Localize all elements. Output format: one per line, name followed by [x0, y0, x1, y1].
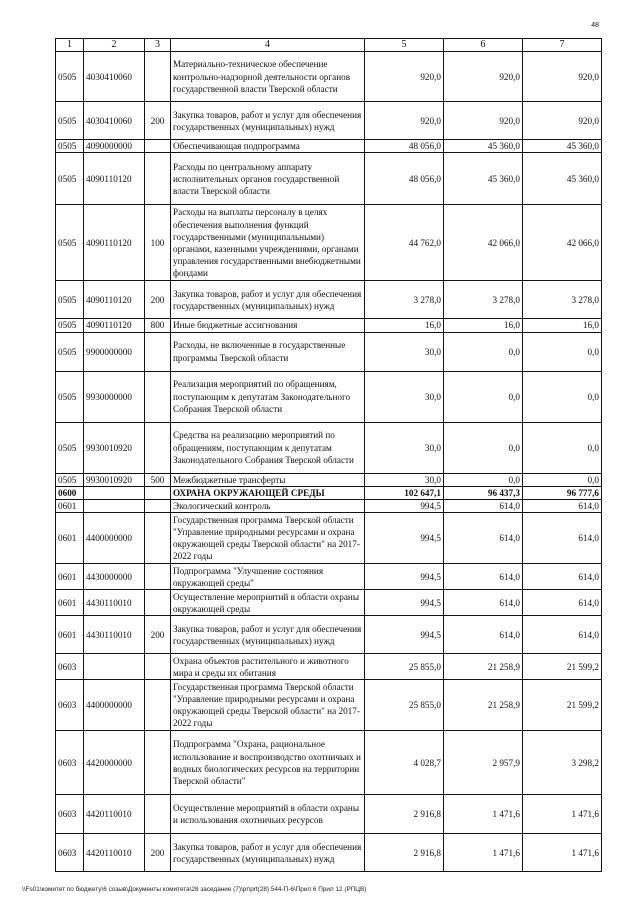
section-code-cell: 0603	[56, 834, 84, 872]
target-article-cell: 4420110010	[84, 795, 145, 834]
item-name-cell: Расходы, не включенные в государственные программы Тверской области	[171, 332, 365, 371]
item-name-cell: Осуществление мероприятий в области охраны и использования охотничьих ресурсов	[171, 795, 365, 834]
target-article-cell: 4420000000	[84, 731, 145, 795]
amount-col6-cell: 45 360,0	[444, 153, 523, 205]
column-header: 2	[84, 39, 145, 52]
amount-col7-cell: 45 360,0	[523, 153, 602, 205]
target-article-cell	[84, 500, 145, 513]
table-body	[56, 52, 602, 872]
expense-type-cell	[145, 371, 171, 422]
expense-type-cell	[145, 422, 171, 473]
amount-col5-cell: 30,0	[365, 371, 444, 422]
section-code-cell: 0505	[56, 473, 84, 486]
section-code-cell: 0601	[56, 590, 84, 616]
amount-col5-cell: 25 855,0	[365, 654, 444, 680]
amount-col5-cell: 3 278,0	[365, 281, 444, 319]
column-header: 1	[56, 39, 84, 52]
target-article-cell: 4400000000	[84, 680, 145, 731]
amount-col5-cell: 994,5	[365, 616, 444, 654]
expense-type-cell: 200	[145, 834, 171, 872]
section-code-cell: 0505	[56, 140, 84, 153]
column-header: 7	[523, 39, 602, 52]
amount-col7-cell: 45 360,0	[523, 140, 602, 153]
item-name-cell: Охрана объектов растительного и животного мира и среды их обитания	[171, 654, 365, 680]
amount-col6-cell: 614,0	[444, 564, 523, 590]
item-name-cell: Подпрограмма "Охрана, рациональное использование и воспроизводство охотничьих и водных биологических ресурсов на территории Тверской области"	[171, 731, 365, 795]
expense-type-cell	[145, 500, 171, 513]
amount-col6-cell: 96 437,3	[444, 486, 523, 499]
table-row	[56, 731, 602, 795]
table-row	[56, 140, 602, 153]
item-name-cell: Закупка товаров, работ и услуг для обеспечения государственных (муниципальных) нужд	[171, 616, 365, 654]
section-code-cell: 0601	[56, 564, 84, 590]
page-number: 48	[591, 22, 599, 29]
expense-type-cell: 200	[145, 281, 171, 319]
section-code-cell: 0601	[56, 500, 84, 513]
expense-type-cell: 100	[145, 205, 171, 281]
amount-col6-cell: 0,0	[444, 422, 523, 473]
item-name-cell: Подпрограмма "Улучшение состояния окружающей среды"	[171, 564, 365, 590]
table-row	[56, 654, 602, 680]
expense-type-cell	[145, 52, 171, 102]
amount-col7-cell: 1 471,6	[523, 795, 602, 834]
amount-col7-cell: 21 599,2	[523, 680, 602, 731]
table-row	[56, 590, 602, 616]
amount-col5-cell: 2 916,8	[365, 834, 444, 872]
item-name-cell: Закупка товаров, работ и услуг для обеспечения государственных (муниципальных) нужд	[171, 102, 365, 140]
expense-type-cell: 200	[145, 616, 171, 654]
column-header: 4	[171, 39, 365, 52]
target-article-cell: 9930010920	[84, 473, 145, 486]
amount-col7-cell: 16,0	[523, 319, 602, 332]
amount-col5-cell: 16,0	[365, 319, 444, 332]
target-article-cell: 4430110010	[84, 616, 145, 654]
target-article-cell: 4430000000	[84, 564, 145, 590]
item-name-cell: Государственная программа Тверской области "Управление природными ресурсами и охрана окружающей среды Тверской области" на 2017-2022 годы	[171, 513, 365, 564]
amount-col7-cell: 614,0	[523, 564, 602, 590]
amount-col5-cell: 994,5	[365, 590, 444, 616]
amount-col7-cell: 614,0	[523, 500, 602, 513]
target-article-cell: 4030410060	[84, 102, 145, 140]
item-name-cell: Обеспечивающая подпрограмма	[171, 140, 365, 153]
amount-col7-cell: 614,0	[523, 513, 602, 564]
section-code-cell: 0505	[56, 332, 84, 371]
section-code-cell: 0505	[56, 102, 84, 140]
target-article-cell: 9900000000	[84, 332, 145, 371]
table-row	[56, 205, 602, 281]
amount-col6-cell: 0,0	[444, 371, 523, 422]
amount-col6-cell: 16,0	[444, 319, 523, 332]
expense-type-cell	[145, 332, 171, 371]
amount-col7-cell: 3 278,0	[523, 281, 602, 319]
amount-col6-cell: 21 258,9	[444, 680, 523, 731]
target-article-cell: 4400000000	[84, 513, 145, 564]
item-name-cell: Закупка товаров, работ и услуг для обеспечения государственных (муниципальных) нужд	[171, 834, 365, 872]
item-name-cell: Расходы на выплаты персоналу в целях обеспечения выполнения функций государственными (муниципальными) органами, казенными учреждениями, органами управления государственными внебюджетными фондами	[171, 205, 365, 281]
table-row	[56, 319, 602, 332]
table-row	[56, 834, 602, 872]
item-name-cell: Реализация мероприятий по обращениям, поступающим к депутатам Законодательного Собрания Тверской области	[171, 371, 365, 422]
target-article-cell: 4090110120	[84, 319, 145, 332]
budget-table	[55, 38, 602, 872]
section-code-cell: 0601	[56, 616, 84, 654]
item-name-cell: Материально-техническое обеспечение контрольно-надзорной деятельности органов государственной власти Тверской области	[171, 52, 365, 102]
section-code-cell: 0600	[56, 486, 84, 499]
item-name-cell: Иные бюджетные ассигнования	[171, 319, 365, 332]
expense-type-cell	[145, 153, 171, 205]
item-name-cell: Средства на реализацию мероприятий по обращениям, поступающим к депутатам Законодательного Собрания Тверской области	[171, 422, 365, 473]
section-code-cell: 0603	[56, 654, 84, 680]
amount-col6-cell: 1 471,6	[444, 795, 523, 834]
amount-col5-cell: 48 056,0	[365, 140, 444, 153]
amount-col6-cell: 614,0	[444, 513, 523, 564]
table-row	[56, 422, 602, 473]
amount-col5-cell: 2 916,8	[365, 795, 444, 834]
expense-type-cell	[145, 654, 171, 680]
amount-col5-cell: 920,0	[365, 102, 444, 140]
item-name-cell: ОХРАНА ОКРУЖАЮЩЕЙ СРЕДЫ	[171, 486, 365, 499]
footer-file-path: \\Fs01\комитет по бюджету\6 созыв\Документы комитета\28 заседание (7)\pr\prt(28) 544-П-6\Прил 6 Прил 12 (РПЦВ)	[22, 886, 367, 893]
column-header: 5	[365, 39, 444, 52]
item-name-cell: Экологический контроль	[171, 500, 365, 513]
table-row	[56, 616, 602, 654]
amount-col6-cell: 614,0	[444, 616, 523, 654]
expense-type-cell: 800	[145, 319, 171, 332]
target-article-cell: 4090110120	[84, 281, 145, 319]
section-code-cell: 0505	[56, 153, 84, 205]
item-name-cell: Государственная программа Тверской области "Управление природными ресурсами и охрана окружающей среды Тверской области" на 2017-2022 годы	[171, 680, 365, 731]
expense-type-cell: 500	[145, 473, 171, 486]
item-name-cell: Закупка товаров, работ и услуг для обеспечения государственных (муниципальных) нужд	[171, 281, 365, 319]
amount-col7-cell: 614,0	[523, 616, 602, 654]
amount-col7-cell: 0,0	[523, 422, 602, 473]
amount-col5-cell: 30,0	[365, 422, 444, 473]
table-row	[56, 52, 602, 102]
target-article-cell: 9930010920	[84, 422, 145, 473]
amount-col6-cell: 920,0	[444, 102, 523, 140]
table-row	[56, 486, 602, 499]
amount-col7-cell: 0,0	[523, 473, 602, 486]
amount-col6-cell: 614,0	[444, 500, 523, 513]
section-code-cell: 0505	[56, 205, 84, 281]
expense-type-cell	[145, 140, 171, 153]
section-code-cell: 0505	[56, 319, 84, 332]
budget-table-container	[55, 38, 601, 872]
amount-col6-cell: 0,0	[444, 473, 523, 486]
table-header-row	[56, 39, 602, 52]
table-row	[56, 102, 602, 140]
amount-col5-cell: 30,0	[365, 332, 444, 371]
section-code-cell: 0505	[56, 371, 84, 422]
target-article-cell: 4090000000	[84, 140, 145, 153]
amount-col5-cell: 44 762,0	[365, 205, 444, 281]
item-name-cell: Межбюджетные трансферты	[171, 473, 365, 486]
table-row	[56, 500, 602, 513]
amount-col6-cell: 614,0	[444, 590, 523, 616]
amount-col6-cell: 1 471,6	[444, 834, 523, 872]
amount-col5-cell: 30,0	[365, 473, 444, 486]
table-row	[56, 564, 602, 590]
amount-col6-cell: 0,0	[444, 332, 523, 371]
amount-col7-cell: 920,0	[523, 102, 602, 140]
section-code-cell: 0603	[56, 680, 84, 731]
section-code-cell: 0505	[56, 281, 84, 319]
expense-type-cell	[145, 731, 171, 795]
target-article-cell: 4430110010	[84, 590, 145, 616]
section-code-cell: 0505	[56, 422, 84, 473]
expense-type-cell	[145, 795, 171, 834]
amount-col7-cell: 0,0	[523, 371, 602, 422]
section-code-cell: 0603	[56, 731, 84, 795]
target-article-cell	[84, 654, 145, 680]
item-name-cell: Расходы по центральному аппарату исполнительных органов государственной власти Тверской области	[171, 153, 365, 205]
amount-col6-cell: 2 957,9	[444, 731, 523, 795]
item-name-cell: Осуществление мероприятий в области охраны окружающей среды	[171, 590, 365, 616]
amount-col7-cell: 42 066,0	[523, 205, 602, 281]
amount-col6-cell: 45 360,0	[444, 140, 523, 153]
amount-col6-cell: 920,0	[444, 52, 523, 102]
amount-col7-cell: 1 471,6	[523, 834, 602, 872]
amount-col6-cell: 21 258,9	[444, 654, 523, 680]
target-article-cell: 9930000000	[84, 371, 145, 422]
column-header: 6	[444, 39, 523, 52]
table-row	[56, 371, 602, 422]
amount-col5-cell: 102 647,1	[365, 486, 444, 499]
expense-type-cell: 200	[145, 102, 171, 140]
amount-col5-cell: 4 028,7	[365, 731, 444, 795]
table-row	[56, 332, 602, 371]
amount-col6-cell: 42 066,0	[444, 205, 523, 281]
table-row	[56, 680, 602, 731]
expense-type-cell	[145, 513, 171, 564]
amount-col5-cell: 994,5	[365, 513, 444, 564]
expense-type-cell	[145, 564, 171, 590]
section-code-cell: 0601	[56, 513, 84, 564]
amount-col7-cell: 3 298,2	[523, 731, 602, 795]
table-row	[56, 281, 602, 319]
amount-col7-cell: 920,0	[523, 52, 602, 102]
amount-col5-cell: 920,0	[365, 52, 444, 102]
table-row	[56, 513, 602, 564]
target-article-cell: 4420110010	[84, 834, 145, 872]
amount-col5-cell: 994,5	[365, 500, 444, 513]
section-code-cell: 0603	[56, 795, 84, 834]
amount-col7-cell: 0,0	[523, 332, 602, 371]
expense-type-cell	[145, 590, 171, 616]
amount-col5-cell: 994,5	[365, 564, 444, 590]
table-row	[56, 153, 602, 205]
amount-col7-cell: 96 777,6	[523, 486, 602, 499]
amount-col7-cell: 614,0	[523, 590, 602, 616]
section-code-cell: 0505	[56, 52, 84, 102]
amount-col5-cell: 25 855,0	[365, 680, 444, 731]
table-row	[56, 795, 602, 834]
column-header: 3	[145, 39, 171, 52]
target-article-cell	[84, 486, 145, 499]
table-row	[56, 473, 602, 486]
amount-col7-cell: 21 599,2	[523, 654, 602, 680]
amount-col5-cell: 48 056,0	[365, 153, 444, 205]
amount-col6-cell: 3 278,0	[444, 281, 523, 319]
expense-type-cell	[145, 486, 171, 499]
expense-type-cell	[145, 680, 171, 731]
target-article-cell: 4090110120	[84, 153, 145, 205]
target-article-cell: 4030410060	[84, 52, 145, 102]
target-article-cell: 4090110120	[84, 205, 145, 281]
